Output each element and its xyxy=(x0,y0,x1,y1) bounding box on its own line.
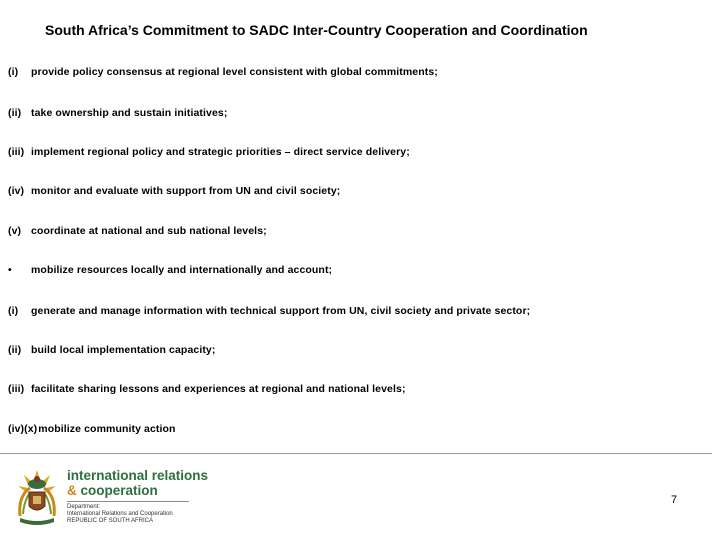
list-item-marker: (ii) xyxy=(8,107,22,119)
logo-divider xyxy=(67,501,189,502)
list-item-marker: (v) xyxy=(8,225,22,237)
brand-ampersand: & xyxy=(67,483,77,498)
list-item xyxy=(8,305,530,317)
list-item xyxy=(8,383,406,395)
list-item xyxy=(8,264,332,276)
list-item xyxy=(8,146,410,158)
list-item-marker: (ii) xyxy=(8,344,22,356)
list-item-text: facilitate sharing lessons and experiences at regional and national levels; xyxy=(31,383,406,395)
list-item-text: implement regional policy and strategic priorities – direct service delivery; xyxy=(31,146,410,158)
list-item-marker: (iv)(x) xyxy=(8,423,38,435)
list-item-text: coordinate at national and sub national levels; xyxy=(31,225,267,237)
list-item-text: monitor and evaluate with support from UN and civil society; xyxy=(31,185,341,197)
brand-line-2 xyxy=(67,483,208,498)
list-item-text: provide policy consensus at regional level consistent with global commitments; xyxy=(31,66,438,78)
list-item-text: build local implementation capacity; xyxy=(31,344,216,356)
list-item-text: mobilize community action xyxy=(38,423,176,435)
coat-of-arms-icon xyxy=(14,466,60,528)
brand-line-1: international relations xyxy=(67,468,209,483)
department-name: International Relations and Cooperation xyxy=(67,511,173,517)
footer-divider xyxy=(0,453,720,454)
list-item xyxy=(8,423,176,435)
department-label: Department: xyxy=(67,504,101,510)
list-item xyxy=(8,225,267,237)
list-item-text: take ownership and sustain initiatives; xyxy=(31,107,228,119)
department-logo xyxy=(67,468,208,525)
list-item-marker: • xyxy=(8,264,12,276)
list-item-marker: (i) xyxy=(8,66,19,78)
list-item xyxy=(8,185,340,197)
list-item xyxy=(8,66,438,78)
list-item-text: mobilize resources locally and internationally and account; xyxy=(31,264,333,276)
list-item-marker: (iii) xyxy=(8,146,25,158)
list-item xyxy=(8,344,215,356)
page-number: 7 xyxy=(671,494,678,506)
country-name: REPUBLIC OF SOUTH AFRICA xyxy=(67,518,154,524)
list-item-text: generate and manage information with technical support from UN, civil society and private sector; xyxy=(31,305,531,317)
brand-line-2-text: cooperation xyxy=(80,483,158,498)
list-item xyxy=(8,107,227,119)
slide-title: South Africa’s Commitment to SADC Inter-Country Cooperation and Coordination xyxy=(45,22,588,38)
list-item-marker: (iii) xyxy=(8,383,25,395)
list-item-marker: (i) xyxy=(8,305,19,317)
list-item-marker: (iv) xyxy=(8,185,25,197)
